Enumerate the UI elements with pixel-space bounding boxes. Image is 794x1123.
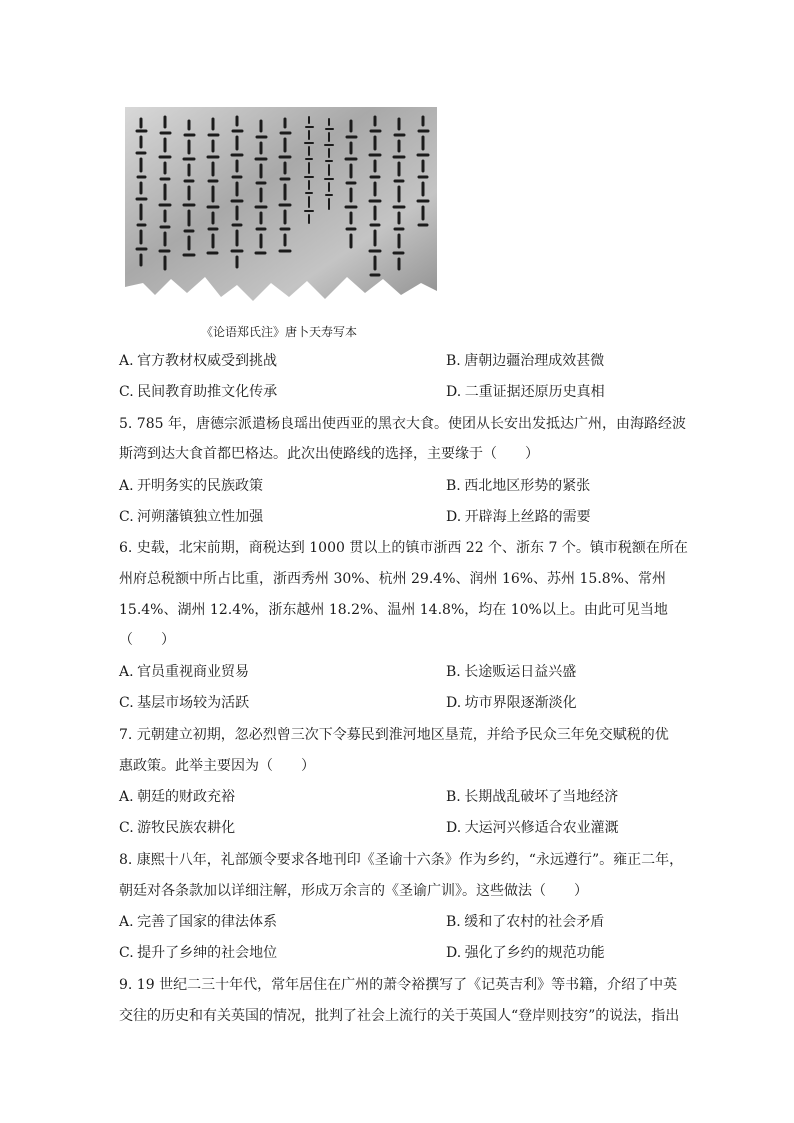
q6-stem-line-4: （ ） [119, 632, 175, 648]
option-text: 开明务实的民族政策 [137, 478, 264, 494]
option-text: 唐朝边疆治理成效甚微 [464, 353, 605, 369]
option-text: 二重证据还原历史真相 [464, 384, 605, 400]
option-letter: C. [119, 509, 134, 525]
q6-option-b [446, 662, 576, 682]
q5-stem-line-1: 5. 785 年，唐德宗派遣杨良瑶出使西亚的黑衣大食。使团从长安出发抵达广州，由海路经波 [119, 416, 686, 432]
q4-option-c [119, 382, 277, 402]
q5-option-d [446, 507, 591, 527]
option-text: 长途贩运日益兴盛 [464, 664, 577, 680]
figure-caption: 《论语郑氏注》唐卜天寿写本 [201, 325, 358, 339]
q7-stem-line-2: 惠政策。此举主要因为（ ） [119, 758, 315, 774]
option-letter: C. [119, 820, 134, 836]
q4-option-d [446, 382, 605, 402]
option-text: 河朔藩镇独立性加强 [137, 509, 264, 525]
q4-option-a [119, 351, 277, 371]
option-text: 官员重视商业贸易 [137, 664, 250, 680]
q8-option-d [446, 943, 605, 963]
option-letter: A. [119, 664, 134, 680]
q6-option-a [119, 662, 249, 682]
option-text: 完善了国家的律法体系 [137, 914, 278, 930]
q9-stem-line-2: 交往的历史和有关英国的情况，批判了社会上流行的关于英国人“登岸则技穷”的说法，指出 [119, 1008, 680, 1024]
option-text: 大运河兴修适合农业灌溉 [464, 820, 619, 836]
option-letter: C. [119, 695, 134, 711]
q6-option-d [446, 693, 577, 713]
option-letter: B. [446, 914, 461, 930]
manuscript-photo [125, 107, 437, 317]
option-letter: D. [446, 820, 462, 836]
q7-option-a [119, 787, 235, 807]
q7-option-c [119, 818, 235, 838]
option-text: 基层市场较为活跃 [137, 695, 250, 711]
option-text: 民间教育助推文化传承 [137, 384, 278, 400]
option-text: 官方教材权威受到挑战 [137, 353, 278, 369]
q8-option-b [446, 912, 604, 932]
q8-stem-line-2: 朝廷对各条款加以详细注解，形成万余言的《圣谕广训》。这些做法（ ） [119, 883, 588, 899]
q8-stem-line-1: 8. 康熙十八年，礼部颁令要求各地刊印《圣谕十六条》作为乡约，“永远遵行”。雍正二年， [119, 852, 684, 868]
option-text: 朝廷的财政充裕 [137, 789, 236, 805]
q6-stem-line-2: 州府总税额中所占比重，浙西秀州 30%、杭州 29.4%、润州 16%、苏州 15.8%、常州 [119, 571, 666, 587]
q9-stem-line-1: 9. 19 世纪二三十年代，常年居住在广州的萧令裕撰写了《记英吉利》等书籍，介绍了中英 [119, 977, 678, 993]
option-text: 西北地区形势的紧张 [464, 478, 591, 494]
q8-option-c [119, 943, 277, 963]
option-letter: B. [446, 353, 461, 369]
option-text: 坊市界限逐渐淡化 [464, 695, 577, 711]
option-text: 提升了乡绅的社会地位 [137, 945, 278, 961]
option-letter: A. [119, 353, 134, 369]
q5-stem-line-2: 斯湾到达大食首都巴格达。此次出使路线的选择，主要缘于（ ） [119, 446, 539, 462]
q6-option-c [119, 693, 249, 713]
option-letter: D. [446, 695, 462, 711]
q6-stem-line-3: 15.4%、湖州 12.4%，浙东越州 18.2%、温州 14.8%，均在 10%以上。由此可见当地 [119, 602, 668, 618]
q8-option-a [119, 912, 277, 932]
option-letter: A. [119, 789, 134, 805]
option-text: 缓和了农村的社会矛盾 [464, 914, 605, 930]
option-letter: C. [119, 384, 134, 400]
option-letter: A. [119, 914, 134, 930]
q4-option-b [446, 351, 604, 371]
option-letter: D. [446, 509, 462, 525]
manuscript-scroll-image [125, 107, 437, 317]
option-letter: D. [446, 384, 462, 400]
option-letter: B. [446, 478, 461, 494]
q5-option-b [446, 476, 590, 496]
option-letter: B. [446, 664, 461, 680]
option-letter: A. [119, 478, 134, 494]
option-letter: C. [119, 945, 134, 961]
option-text: 强化了乡约的规范功能 [464, 945, 605, 961]
option-text: 开辟海上丝路的需要 [464, 509, 591, 525]
option-text: 长期战乱破坏了当地经济 [464, 789, 619, 805]
q7-option-d [446, 818, 619, 838]
q7-stem-line-1: 7. 元朝建立初期，忽必烈曾三次下令募民到淮河地区垦荒，并给予民众三年免交赋税的优 [119, 727, 669, 743]
option-text: 游牧民族农耕化 [137, 820, 236, 836]
q7-option-b [446, 787, 618, 807]
option-letter: D. [446, 945, 462, 961]
q5-option-a [119, 476, 263, 496]
q5-option-c [119, 507, 263, 527]
q6-stem-line-1: 6. 史载，北宋前期，商税达到 1000 贯以上的镇市浙西 22 个、浙东 7 个。镇市税额在所在 [119, 540, 688, 556]
option-letter: B. [446, 789, 461, 805]
